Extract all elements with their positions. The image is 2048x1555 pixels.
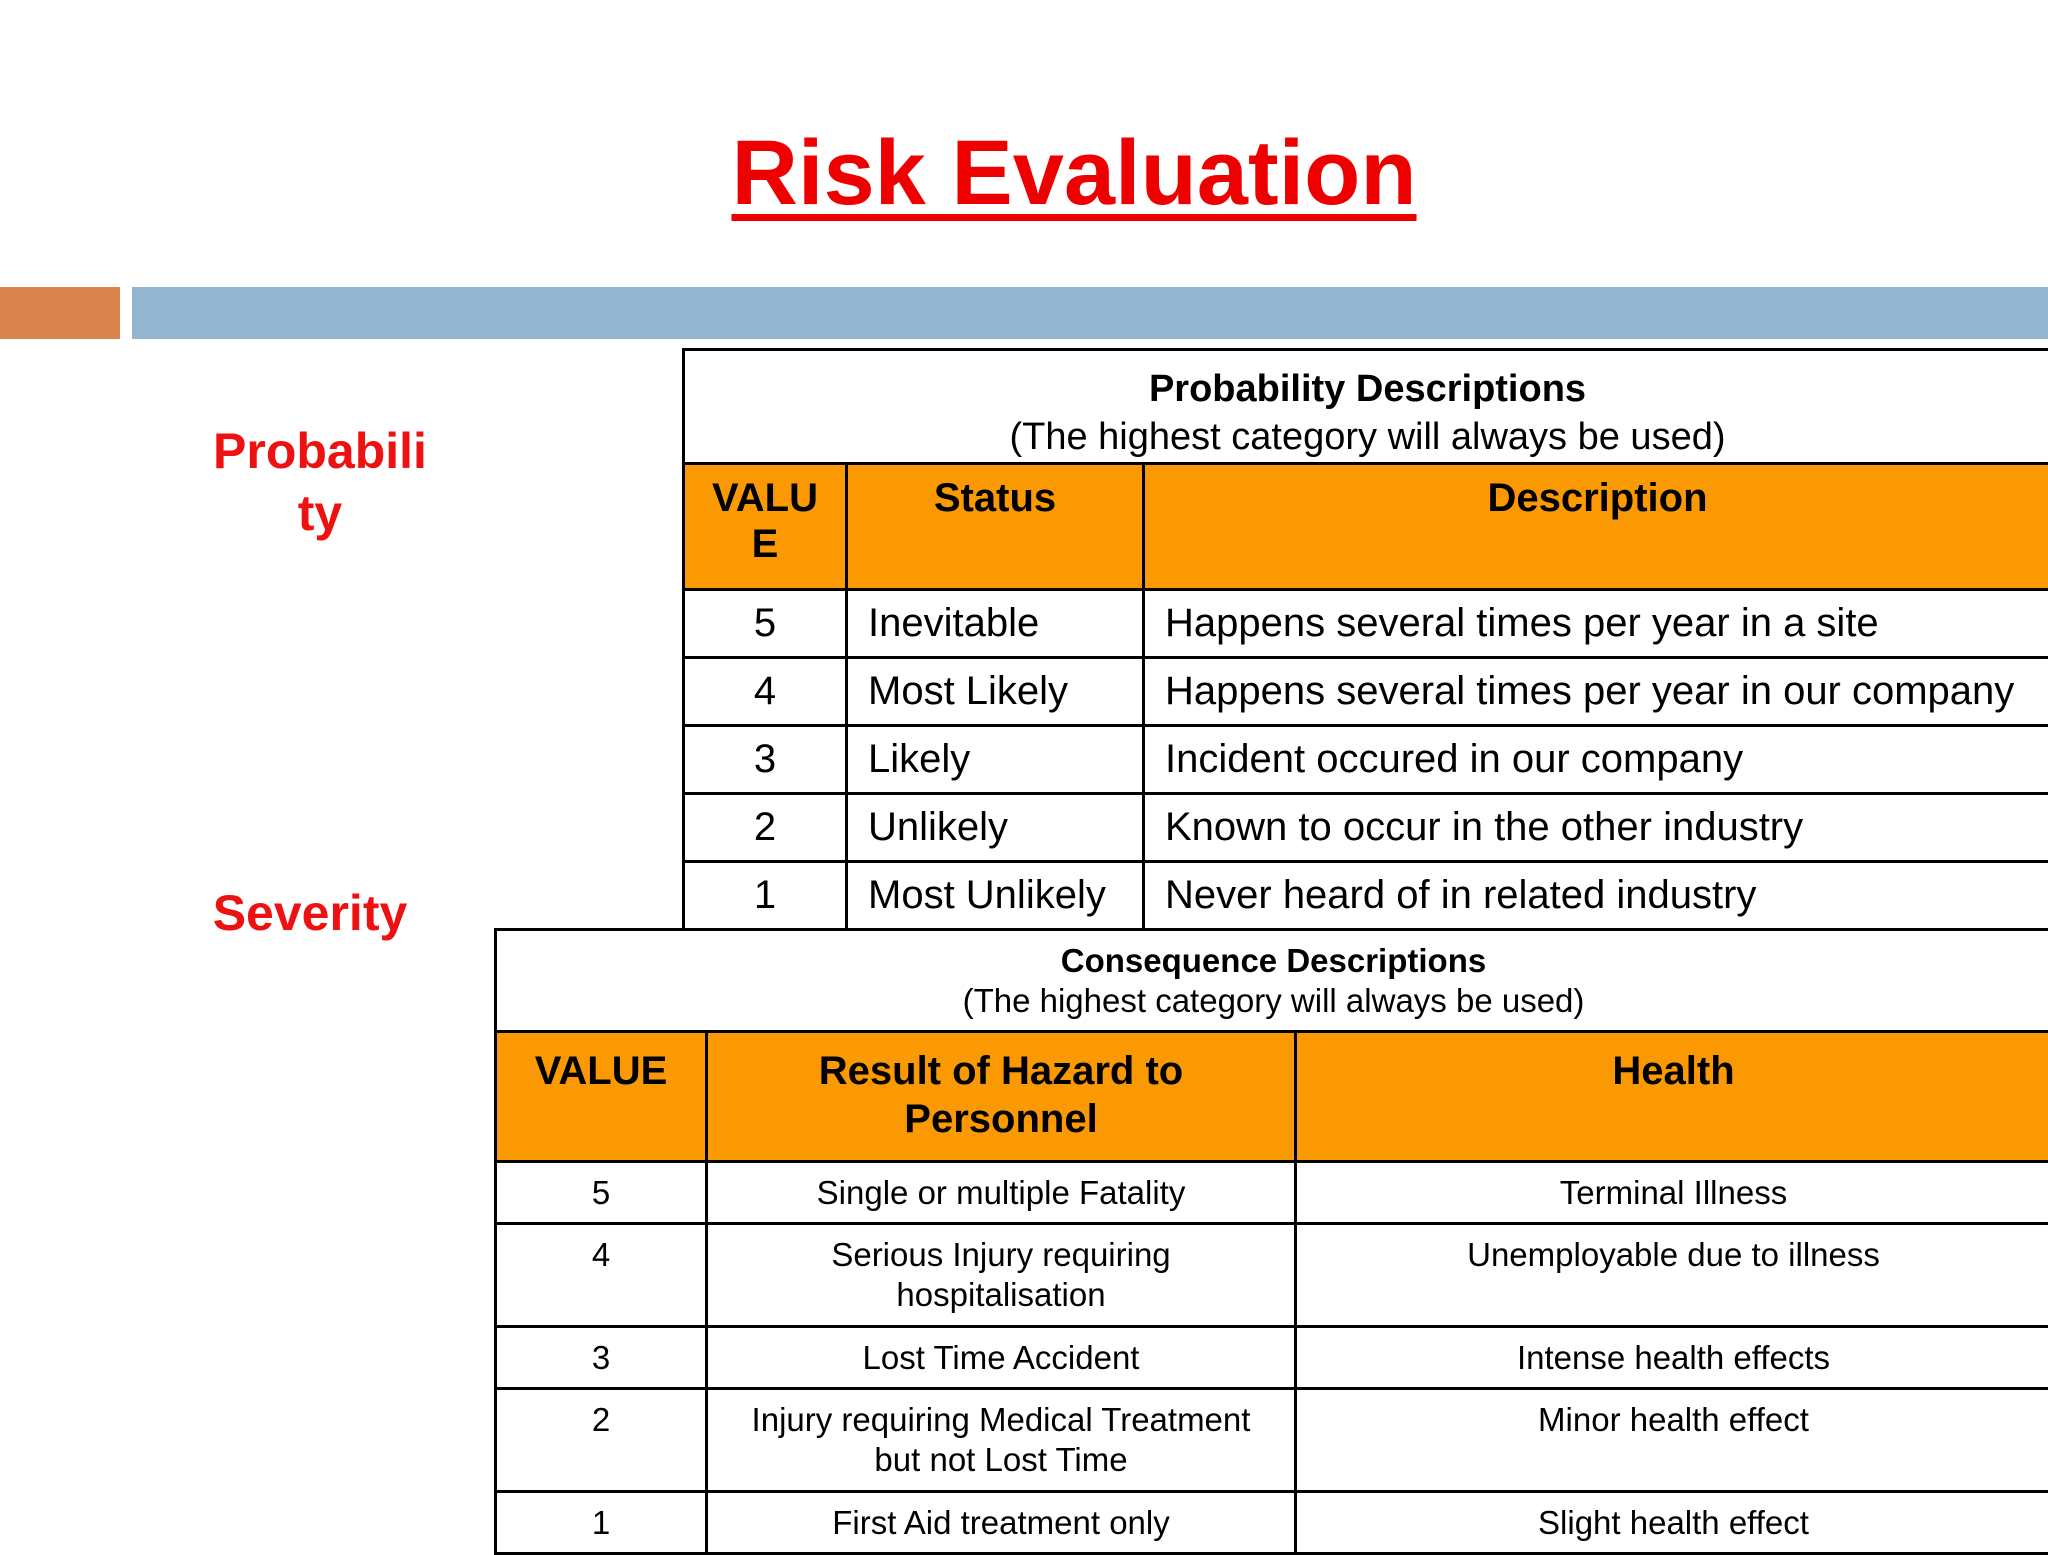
table-row <box>496 1492 2048 1554</box>
table-row <box>684 590 2048 658</box>
column-header-description: Description <box>1144 464 2048 590</box>
probability-table-subtitle: (The highest category will always be used) <box>1009 416 1725 458</box>
cell-health: Terminal Illness <box>1296 1162 2048 1224</box>
page-title: Risk Evaluation <box>0 118 2048 228</box>
column-header-value: VALUE <box>496 1032 707 1162</box>
table-row <box>684 862 2048 930</box>
consequence-table-header <box>496 930 2048 1032</box>
accent-bar-orange <box>0 287 120 339</box>
cell-description: Incident occured in our company <box>1144 726 2048 794</box>
table-row <box>496 1224 2048 1327</box>
severity-label: Severity <box>190 882 430 944</box>
cell-description: Happens several times per year in our company <box>1144 658 2048 726</box>
cell-result: Single or multiple Fatality <box>707 1162 1296 1224</box>
cell-status: Inevitable <box>847 590 1144 658</box>
cell-health: Intense health effects <box>1296 1327 2048 1389</box>
table-row <box>496 1327 2048 1389</box>
cell-result: Lost Time Accident <box>707 1327 1296 1389</box>
cell-value: 3 <box>684 726 847 794</box>
cell-value: 4 <box>496 1224 707 1327</box>
cell-result: First Aid treatment only <box>707 1492 1296 1554</box>
probability-table-header <box>684 350 2048 464</box>
consequence-table-subtitle: (The highest category will always be used) <box>963 982 1585 1019</box>
cell-value: 5 <box>496 1162 707 1224</box>
table-row <box>684 794 2048 862</box>
cell-value: 4 <box>684 658 847 726</box>
cell-description: Never heard of in related industry <box>1144 862 2048 930</box>
table-row <box>496 1162 2048 1224</box>
cell-description: Happens several times per year in a site <box>1144 590 2048 658</box>
cell-health: Unemployable due to illness <box>1296 1224 2048 1327</box>
cell-description: Known to occur in the other industry <box>1144 794 2048 862</box>
consequence-table <box>494 928 2048 1555</box>
cell-status: Most Unlikely <box>847 862 1144 930</box>
table-row <box>496 1389 2048 1492</box>
column-header-value: VALU E <box>684 464 847 590</box>
cell-value: 2 <box>496 1389 707 1492</box>
cell-value: 5 <box>684 590 847 658</box>
cell-result: Injury requiring Medical Treatment but not Lost Time <box>707 1389 1296 1492</box>
accent-bar-blue <box>132 287 2048 339</box>
cell-value: 2 <box>684 794 847 862</box>
cell-health: Slight health effect <box>1296 1492 2048 1554</box>
cell-health: Minor health effect <box>1296 1389 2048 1492</box>
cell-result: Serious Injury requiring hospitalisation <box>707 1224 1296 1327</box>
probability-label: Probabili ty <box>200 420 440 544</box>
column-header-result: Result of Hazard to Personnel <box>707 1032 1296 1162</box>
column-header-health: Health <box>1296 1032 2048 1162</box>
probability-table-title: Probability Descriptions <box>685 353 2048 413</box>
cell-status: Likely <box>847 726 1144 794</box>
consequence-table-title: Consequence Descriptions <box>497 941 2048 981</box>
table-row <box>684 658 2048 726</box>
cell-value: 3 <box>496 1327 707 1389</box>
column-header-status: Status <box>847 464 1144 590</box>
probability-table <box>682 348 2048 931</box>
cell-status: Unlikely <box>847 794 1144 862</box>
table-row <box>684 726 2048 794</box>
cell-status: Most Likely <box>847 658 1144 726</box>
cell-value: 1 <box>496 1492 707 1554</box>
cell-value: 1 <box>684 862 847 930</box>
